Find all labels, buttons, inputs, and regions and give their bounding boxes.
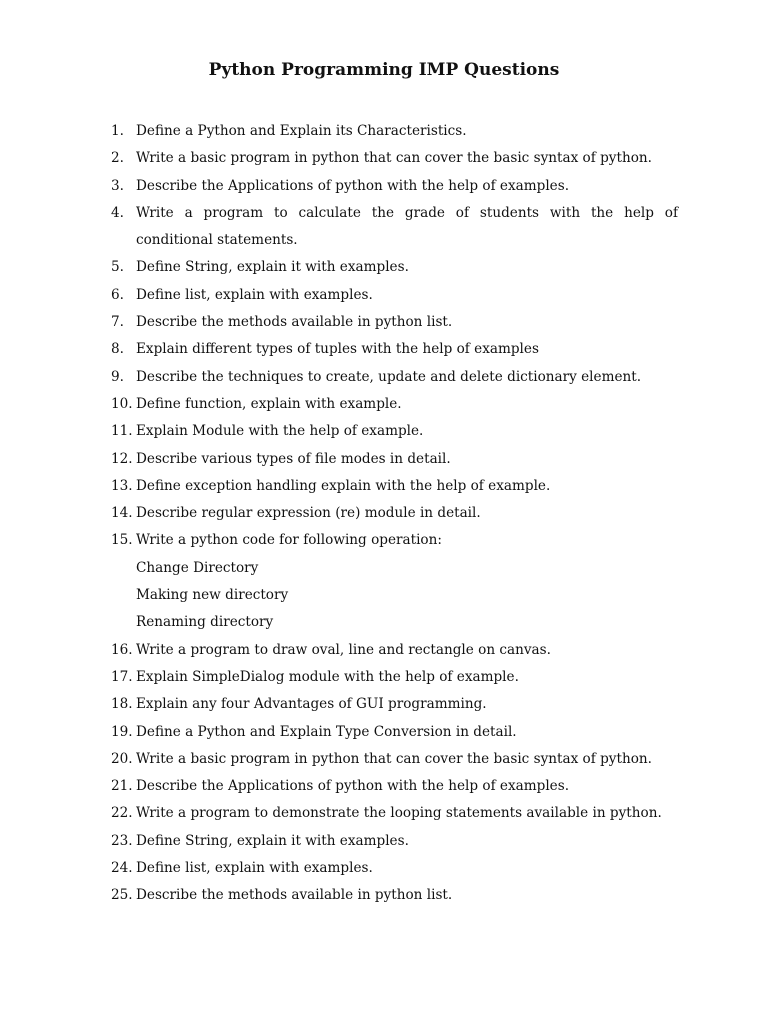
- question-item: [108, 446, 678, 473]
- question-number: 25.: [111, 887, 133, 904]
- question-item: [108, 664, 678, 691]
- question-item: [108, 309, 678, 336]
- question-item: [108, 200, 678, 255]
- question-text: Define String, explain it with examples.: [136, 259, 409, 276]
- question-item: [108, 637, 678, 664]
- question-item: [108, 719, 678, 746]
- question-text: Describe regular expression (re) module in detail.: [136, 505, 481, 522]
- question-text: Define String, explain it with examples.: [136, 832, 409, 849]
- question-number: 18.: [111, 696, 133, 713]
- sub-item: Change Directory: [136, 559, 259, 576]
- question-item: [108, 773, 678, 800]
- question-text: Write a program to draw oval, line and rectangle on canvas.: [136, 641, 551, 658]
- question-number: 20.: [111, 750, 133, 767]
- page-title: Python Programming IMP Questions: [208, 60, 560, 80]
- question-item: [108, 828, 678, 855]
- question-text: Define a Python and Explain Type Conversion in detail.: [136, 723, 517, 740]
- question-number: 9.: [111, 368, 124, 385]
- question-number: 6.: [111, 286, 124, 303]
- question-text: Describe various types of file modes in detail.: [136, 450, 451, 467]
- question-item: [108, 500, 678, 527]
- question-item: [108, 364, 678, 391]
- question-number: 8.: [111, 341, 124, 358]
- question-number: 1.: [111, 123, 124, 139]
- question-text: Describe the Applications of python with the help of examples.: [136, 177, 570, 194]
- questions-list: [108, 118, 678, 910]
- question-text: Explain any four Advantages of GUI programming.: [136, 696, 487, 713]
- question-text: Define list, explain with examples.: [136, 860, 373, 877]
- question-number: 5.: [111, 259, 124, 276]
- question-number: 22.: [111, 805, 133, 822]
- question-number: 10.: [111, 395, 133, 412]
- question-number: 24.: [111, 860, 133, 877]
- question-text: Describe the methods available in python list.: [136, 887, 453, 904]
- question-item: [108, 391, 678, 418]
- question-item: [108, 145, 678, 172]
- question-item: [108, 336, 678, 363]
- question-number: 23.: [111, 832, 133, 849]
- question-number: 16.: [111, 641, 133, 658]
- question-text: Define list, explain with examples.: [136, 286, 373, 303]
- question-text: Write a program to demonstrate the looping statements available in python.: [136, 805, 662, 822]
- sub-item: Renaming directory: [136, 614, 274, 631]
- question-item: [108, 800, 678, 827]
- question-item: [108, 118, 678, 145]
- question-text: Define a Python and Explain its Characteristics.: [136, 123, 467, 139]
- question-number: 7.: [111, 314, 124, 331]
- question-item: [108, 254, 678, 281]
- question-item: [108, 855, 678, 882]
- question-number: 11.: [111, 423, 133, 440]
- question-number: 19.: [111, 723, 133, 740]
- question-number: 21.: [111, 778, 133, 795]
- question-number: 3.: [111, 177, 124, 194]
- question-item: [108, 746, 678, 773]
- question-text: Define exception handling explain with the help of example.: [136, 477, 551, 494]
- question-text: Describe the Applications of python with the help of examples.: [136, 778, 570, 795]
- question-number: 12.: [111, 450, 133, 467]
- question-item: [108, 691, 678, 718]
- question-item: [108, 418, 678, 445]
- question-text: Explain Module with the help of example.: [136, 423, 424, 440]
- question-number: 13.: [111, 477, 133, 494]
- question-item: [108, 282, 678, 309]
- question-item: [108, 882, 678, 909]
- question-text: Write a python code for following operation:: [136, 532, 442, 549]
- question-text: Write a program to calculate the grade of students with the help of conditional statements.: [136, 204, 678, 249]
- question-text: Describe the techniques to create, update and delete dictionary element.: [136, 368, 642, 385]
- question-text: Define function, explain with example.: [136, 395, 402, 412]
- question-number: 17.: [111, 668, 133, 685]
- question-item: [108, 527, 678, 636]
- question-text: Explain SimpleDialog module with the help of example.: [136, 668, 519, 685]
- question-text: Explain different types of tuples with the help of examples: [136, 341, 539, 358]
- question-text: Describe the methods available in python list.: [136, 314, 453, 331]
- question-item: [108, 173, 678, 200]
- question-number: 14.: [111, 505, 133, 522]
- question-text: Write a basic program in python that can cover the basic syntax of python.: [136, 750, 652, 767]
- question-number: 15.: [111, 532, 133, 549]
- question-item: [108, 473, 678, 500]
- sub-item: Making new directory: [136, 587, 289, 604]
- question-number: 4.: [111, 204, 124, 221]
- question-text: Write a basic program in python that can cover the basic syntax of python.: [136, 150, 652, 167]
- question-number: 2.: [111, 150, 124, 167]
